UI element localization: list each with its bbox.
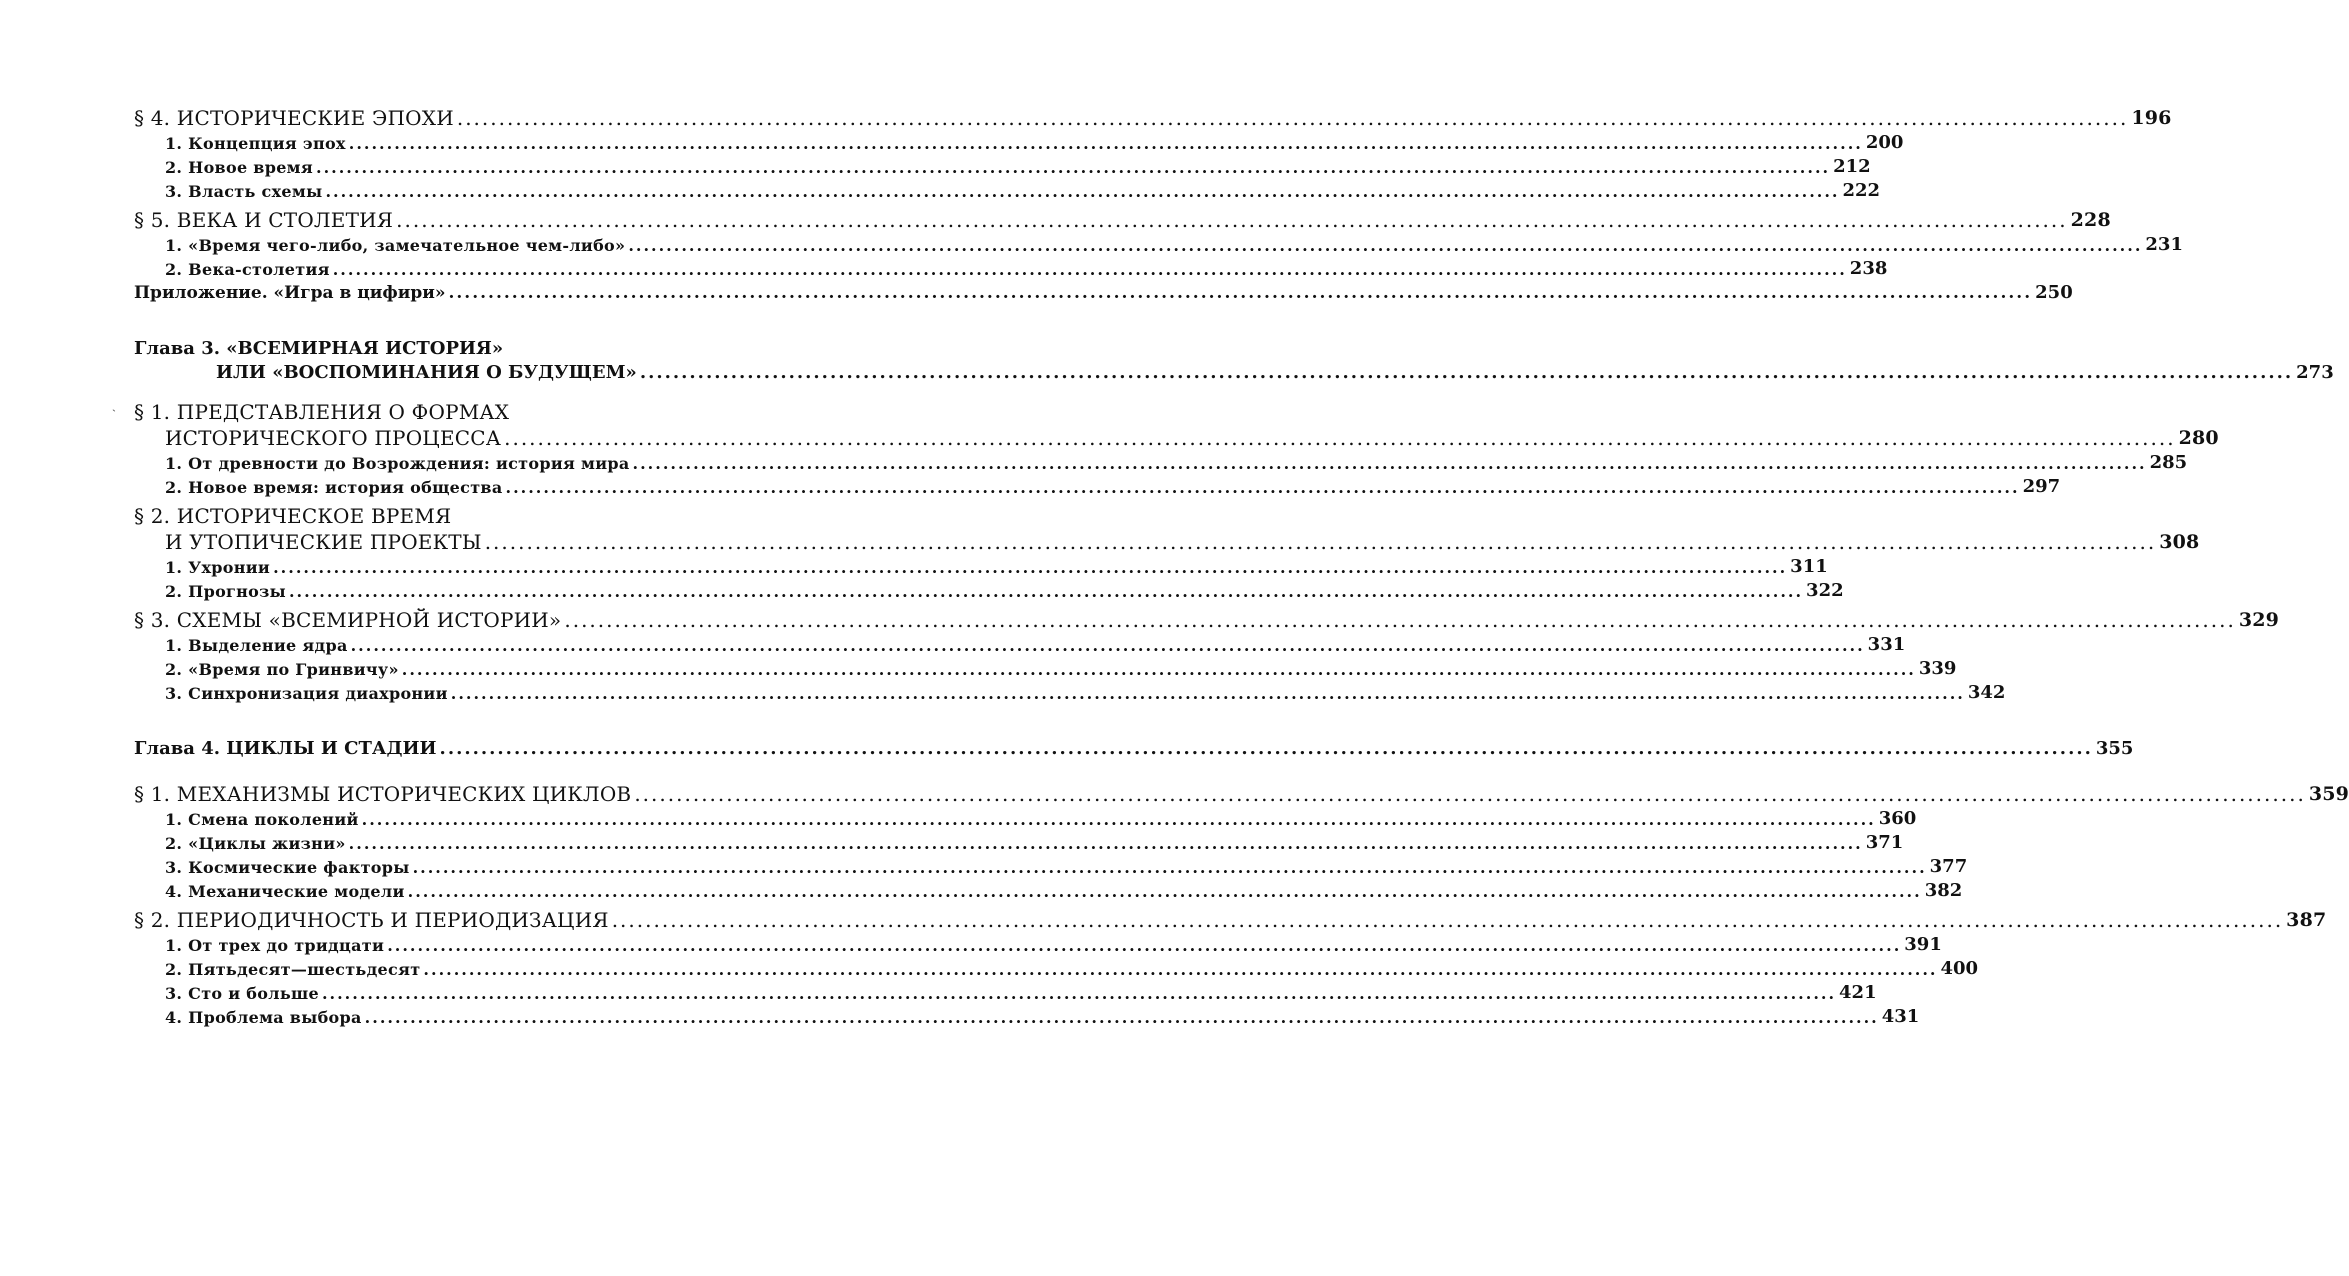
toc-subsection-row[interactable] <box>134 552 1828 577</box>
toc-page: 273 <box>2296 362 2334 383</box>
leader-dots: ........................................................................................................................................................................................................ <box>632 454 2147 473</box>
leader-dots: ........................................................................................................................................................................................................ <box>456 106 2129 130</box>
toc-appendix-row[interactable] <box>134 278 2073 303</box>
toc-section-row[interactable] <box>134 526 2200 554</box>
toc-page: 342 <box>1967 682 2006 703</box>
toc-page: 391 <box>1904 934 1942 955</box>
toc-title: 2. Пятьдесят—шестьдесят <box>165 960 421 979</box>
leader-dots: ........................................................................................................................................................................................................ <box>361 810 1876 829</box>
toc-subsection-row[interactable] <box>134 254 1888 279</box>
leader-dots: ........................................................................................................................................................................................................ <box>634 782 2306 806</box>
toc-subsection-row[interactable] <box>134 954 1979 979</box>
toc-subsection-row[interactable] <box>134 630 1906 655</box>
toc-title-line2: ИСТОРИЧЕСКОГО ПРОЦЕССА <box>165 426 502 450</box>
toc-subsection-row[interactable] <box>134 828 1904 853</box>
toc-section-heading[interactable] <box>134 500 868 526</box>
leader-dots: ........................................................................................................................................................................................................ <box>348 134 1863 153</box>
toc-chapter-row[interactable] <box>134 358 2334 383</box>
leader-dots: ........................................................................................................................................................................................................ <box>639 362 2294 383</box>
toc-title: § 1. МЕХАНИЗМЫ ИСТОРИЧЕСКИХ ЦИКЛОВ <box>134 782 632 806</box>
toc-section-row[interactable] <box>134 206 2111 232</box>
leader-dots: ........................................................................................................................................................................................................ <box>316 158 1831 177</box>
toc-page: 421 <box>1839 982 1877 1003</box>
table-of-contents <box>134 104 2349 1027</box>
toc-page: 212 <box>1833 156 1871 177</box>
leader-dots: ........................................................................................................................................................................................................ <box>564 608 2236 632</box>
toc-page: 355 <box>2095 738 2134 759</box>
toc-page: 377 <box>1929 856 1968 877</box>
toc-title: 1. От древности до Возрождения: история мира <box>165 454 630 473</box>
toc-section-row[interactable] <box>134 104 2172 130</box>
toc-page: 360 <box>1878 808 1917 829</box>
toc-title: 2. Прогнозы <box>165 582 286 601</box>
toc-page: 200 <box>1865 132 1904 153</box>
toc-subsection-row[interactable] <box>134 472 2061 497</box>
toc-subsection-row[interactable] <box>134 930 1942 955</box>
leader-dots: ........................................................................................................................................................................................................ <box>350 636 1865 655</box>
toc-title: 1. От трех до тридцати <box>165 936 385 955</box>
toc-section-row[interactable] <box>134 606 2280 632</box>
toc-subsection-row[interactable] <box>134 176 1881 201</box>
chapter-title-line1: «ВСЕМИРНАЯ ИСТОРИЯ» <box>226 338 504 359</box>
toc-page: 285 <box>2149 452 2188 473</box>
toc-section-row[interactable] <box>134 422 2219 450</box>
toc-section-heading[interactable] <box>134 396 868 422</box>
toc-page: 311 <box>1790 556 1828 577</box>
toc-title: 2. Новое время: история общества <box>165 478 503 497</box>
leader-dots: ........................................................................................................................................................................................................ <box>273 558 1788 577</box>
toc-title: 2. «Время по Гринвичу» <box>165 660 399 679</box>
leader-dots: ........................................................................................................................................................................................................ <box>628 236 2143 255</box>
toc-subsection-row[interactable] <box>134 576 1844 601</box>
leader-dots: ........................................................................................................................................................................................................ <box>332 260 1847 279</box>
toc-page: 431 <box>1881 1006 1920 1027</box>
toc-page: 329 <box>2238 609 2280 631</box>
toc-page: 322 <box>1806 580 1844 601</box>
toc-title: 1. Ухронии <box>165 558 271 577</box>
leader-dots: ........................................................................................................................................................................................................ <box>288 582 1804 601</box>
toc-title: § 3. СХЕМЫ «ВСЕМИРНОЙ ИСТОРИИ» <box>134 608 562 632</box>
toc-title: Приложение. «Игра в цифири» <box>134 283 446 303</box>
toc-page: 231 <box>2145 234 2183 255</box>
toc-title: 4. Механические модели <box>165 882 405 901</box>
toc-title: § 2. ПЕРИОДИЧНОСТЬ И ПЕРИОДИЗАЦИЯ <box>134 908 609 932</box>
leader-dots: ........................................................................................................................................................................................................ <box>321 984 1837 1003</box>
toc-title: 2. Века-столетия <box>165 260 330 279</box>
toc-subsection-row[interactable] <box>134 654 1957 679</box>
toc-title-line1: § 1. ПРЕДСТАВЛЕНИЯ О ФОРМАХ <box>134 400 510 424</box>
leader-dots: ........................................................................................................................................................................................................ <box>325 182 1840 201</box>
toc-title: 1. Смена поколений <box>165 810 359 829</box>
toc-section-row[interactable] <box>134 906 2327 932</box>
leader-dots: ........................................................................................................................................................................................................ <box>448 283 2033 303</box>
toc-title: § 5. ВЕКА И СТОЛЕТИЯ <box>134 208 394 232</box>
leader-dots: ........................................................................................................................................................................................................ <box>396 208 2068 232</box>
leader-dots: ........................................................................................................................................................................................................ <box>484 530 2157 554</box>
toc-subsection-row[interactable] <box>134 876 1963 901</box>
leader-dots: ........................................................................................................................................................................................................ <box>504 426 2176 450</box>
toc-title: 1. «Время чего-либо, замечательное чем-либо» <box>165 236 626 255</box>
toc-title: 3. Космические факторы <box>165 858 410 877</box>
leader-dots: ........................................................................................................................................................................................................ <box>412 858 1927 877</box>
toc-page: 371 <box>1865 832 1904 853</box>
toc-page: 297 <box>2022 476 2061 497</box>
toc-page: 238 <box>1849 258 1888 279</box>
toc-page: 387 <box>2286 909 2327 931</box>
leader-dots: ........................................................................................................................................................................................................ <box>401 660 1916 679</box>
leader-dots: ........................................................................................................................................................................................................ <box>407 882 1922 901</box>
toc-title: 3. Синхронизация диахронии <box>165 684 448 703</box>
toc-page: 308 <box>2159 531 2200 553</box>
toc-subsection-row[interactable] <box>134 852 1968 877</box>
chapter-label: Глава 3. <box>134 338 221 359</box>
chapter-title-line2: ИЛИ «ВОСПОМИНАНИЯ О БУДУЩЕМ» <box>216 362 637 383</box>
toc-title: 2. «Циклы жизни» <box>165 834 346 853</box>
leader-dots: ........................................................................................................................................................................................................ <box>387 936 1902 955</box>
toc-section-row[interactable] <box>134 780 2349 806</box>
toc-title: § 4. ИСТОРИЧЕСКИЕ ЭПОХИ <box>134 106 454 130</box>
toc-title: 3. Сто и больше <box>165 984 319 1003</box>
toc-page: 222 <box>1842 180 1881 201</box>
toc-title: 2. Новое время <box>165 158 314 177</box>
toc-page: 382 <box>1924 880 1963 901</box>
toc-subsection-row[interactable] <box>134 448 2188 473</box>
leader-dots: ........................................................................................................................................................................................................ <box>364 1008 1879 1027</box>
scan-mark: ˏ <box>112 398 116 412</box>
toc-subsection-row[interactable] <box>134 152 1871 177</box>
toc-page: 359 <box>2308 783 2349 805</box>
toc-title: 1. Выделение ядра <box>165 636 348 655</box>
toc-chapter-heading <box>134 334 868 358</box>
toc-page: 400 <box>1940 958 1979 979</box>
leader-dots: ........................................................................................................................................................................................................ <box>348 834 1863 853</box>
leader-dots: ........................................................................................................................................................................................................ <box>439 738 2093 759</box>
toc-subsection-row[interactable] <box>134 678 2006 703</box>
toc-title: Глава 4. ЦИКЛЫ И СТАДИИ <box>134 738 437 759</box>
toc-chapter-row[interactable] <box>134 734 2134 759</box>
toc-subsection-row[interactable] <box>134 804 1917 829</box>
toc-title-line1: § 2. ИСТОРИЧЕСКОЕ ВРЕМЯ <box>134 504 452 528</box>
toc-title-line2: И УТОПИЧЕСКИЕ ПРОЕКТЫ <box>165 530 482 554</box>
toc-page: 196 <box>2131 107 2172 129</box>
toc-subsection-row[interactable] <box>134 1002 1920 1027</box>
toc-subsection-row[interactable] <box>134 230 2183 255</box>
toc-title: 4. Проблема выбора <box>165 1008 362 1027</box>
toc-page: 280 <box>2178 427 2219 449</box>
leader-dots: ........................................................................................................................................................................................................ <box>611 908 2284 932</box>
toc-page: 250 <box>2035 282 2073 303</box>
toc-page: 228 <box>2070 209 2111 231</box>
toc-title: 3. Власть схемы <box>165 182 323 201</box>
leader-dots: ........................................................................................................................................................................................................ <box>423 960 1938 979</box>
toc-page: 339 <box>1918 658 1957 679</box>
toc-title: 1. Концепция эпох <box>165 134 346 153</box>
toc-page: 331 <box>1867 634 1906 655</box>
leader-dots: ........................................................................................................................................................................................................ <box>505 478 2020 497</box>
toc-subsection-row[interactable] <box>134 128 1904 153</box>
toc-subsection-row[interactable] <box>134 978 1877 1003</box>
leader-dots: ........................................................................................................................................................................................................ <box>450 684 1965 703</box>
